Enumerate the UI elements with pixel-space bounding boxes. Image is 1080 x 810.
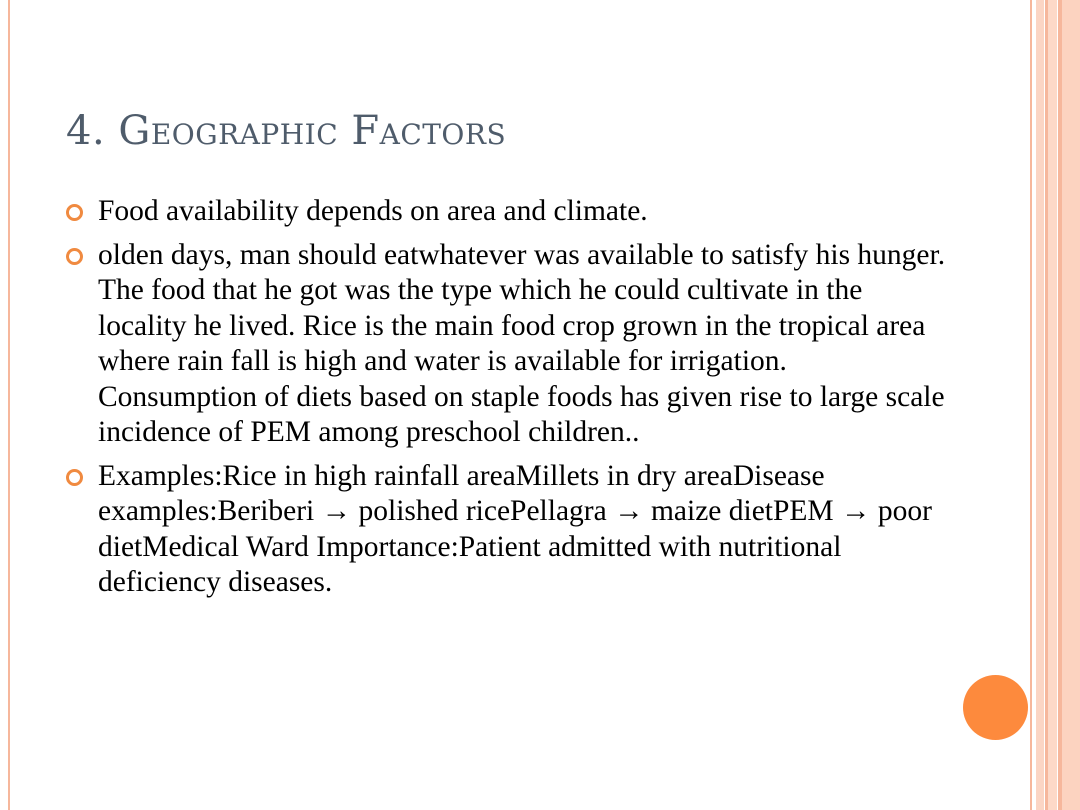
- right-decorative-band: [1062, 0, 1080, 810]
- bullet-text: Examples:Rice in high rainfall areaMillets in dry areaDisease examples:Beriberi → polished ricePellagra → maize dietPEM → poor dietMedical Ward Importance:Patient admitted with nutritional deficiency diseases.: [98, 459, 932, 598]
- ring-bullet-icon: [66, 248, 83, 265]
- bullet-item: [66, 194, 946, 230]
- bullet-text: Food availability depends on area and climate.: [98, 195, 648, 227]
- right-decorative-band: [1036, 0, 1044, 810]
- bullet-list: [66, 194, 946, 609]
- bullet-item: [66, 459, 946, 601]
- ring-bullet-icon: [66, 469, 83, 486]
- orange-circle-decoration: [963, 675, 1028, 740]
- right-decorative-band: [1030, 0, 1032, 810]
- slide-title: 4. Geographic Factors: [66, 108, 507, 154]
- right-decorative-band: [1048, 0, 1057, 810]
- bullet-item: [66, 238, 946, 451]
- ring-bullet-icon: [66, 204, 83, 221]
- bullet-text: olden days, man should eatwhatever was available to satisfy his hunger. The food that he got was the type which he could cultivate in the locality he lived. Rice is the main food crop grown in the tropical area where rain fall is high and water is available for irrigation. Consumption of diets based on staple foods has given rise to large scale incidence of PEM among preschool children..: [98, 238, 946, 448]
